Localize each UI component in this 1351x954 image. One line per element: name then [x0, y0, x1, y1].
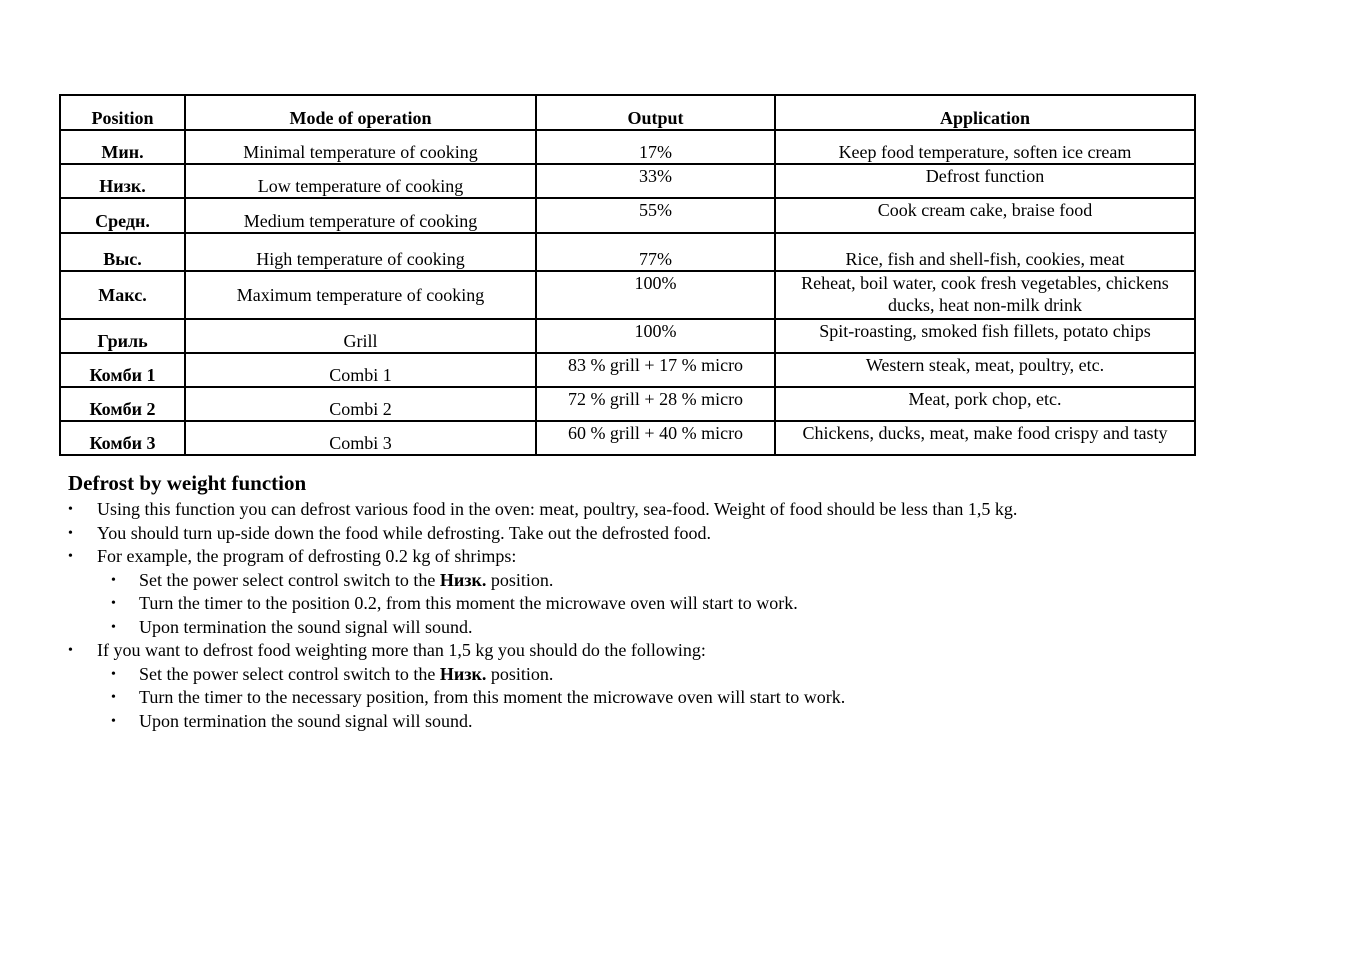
cell-application: Western steak, meat, poultry, etc. — [775, 353, 1195, 387]
list-item-text: You should turn up-side down the food while defrosting. Take out the defrosted food. — [97, 522, 711, 543]
section-heading: Defrost by weight function — [68, 471, 307, 495]
modes-table — [59, 94, 1196, 456]
sub-item-position-name: Низк. — [439, 663, 487, 684]
sub-list-item — [68, 710, 1268, 734]
cell-application: Reheat, boil water, cook fresh vegetables, chickens ducks, heat non-milk drink — [775, 271, 1195, 319]
bullet-list — [68, 639, 1268, 663]
bullet-icon: • — [68, 502, 73, 517]
cell-mode: Maximum temperature of cooking — [185, 271, 536, 319]
cell-position: Комби 2 — [60, 387, 185, 421]
cell-output: 83 % grill + 17 % micro — [536, 353, 775, 387]
list-item — [68, 522, 1268, 546]
cell-application: Defrost function — [775, 164, 1195, 198]
sub-item-text-post: position. — [486, 569, 554, 590]
bullet-icon: • — [68, 525, 73, 541]
sub-item-text-post: position. — [486, 663, 554, 684]
cell-mode: Combi 3 — [185, 421, 536, 455]
sub-list-item — [68, 592, 1268, 616]
list-item — [68, 545, 1268, 569]
sub-item-text: Turn the timer to the position 0.2, from this moment the microwave oven will start to work. — [139, 593, 798, 613]
table-row — [60, 387, 1195, 421]
list-item — [68, 498, 1268, 522]
list-item-text: If you want to defrost food weighting more than 1,5 kg you should do the following: — [97, 640, 706, 660]
list-item-text: Using this function you can defrost various food in the oven: meat, poultry, sea-food. Weight of food should be less than 1,5 kg. — [97, 499, 1018, 519]
cell-output: 77% — [536, 233, 775, 271]
cell-output: 100% — [536, 271, 775, 319]
bullet-icon: • — [111, 619, 116, 635]
cell-application: Spit-roasting, smoked fish fillets, potato chips — [775, 319, 1195, 353]
bullet-icon: • — [68, 643, 73, 658]
cell-application: Meat, pork chop, etc. — [775, 387, 1195, 421]
sub-list-item — [68, 569, 1268, 593]
cell-output: 33% — [536, 164, 775, 198]
sub-item-text: Turn the timer to the necessary position, from this moment the microwave oven will start to work. — [139, 687, 846, 707]
bullet-icon: • — [68, 549, 73, 564]
list-item — [68, 639, 1268, 663]
cell-position: Выс. — [60, 233, 185, 271]
cell-mode: Medium temperature of cooking — [185, 198, 536, 233]
bullet-icon: • — [111, 713, 116, 729]
cell-position: Средн. — [60, 198, 185, 233]
cell-mode: High temperature of cooking — [185, 233, 536, 271]
cell-position: Низк. — [60, 164, 185, 198]
table-row — [60, 198, 1195, 233]
sub-item-text: Upon termination the sound signal will sound. — [139, 616, 473, 637]
sub-bullet-list — [68, 663, 1268, 734]
table-row — [60, 319, 1195, 353]
sub-item-position-name: Низк. — [439, 569, 487, 590]
cell-position: Гриль — [60, 319, 185, 353]
sub-bullet-list — [68, 569, 1268, 640]
sub-list-item — [68, 616, 1268, 640]
cell-mode: Low temperature of cooking — [185, 164, 536, 198]
sub-list-item — [68, 663, 1268, 687]
bullet-icon: • — [111, 596, 116, 611]
bullet-icon: • — [111, 572, 116, 588]
defrost-section — [68, 470, 1268, 733]
table-row — [60, 130, 1195, 164]
cell-position: Мин. — [60, 130, 185, 164]
table-row — [60, 233, 1195, 271]
header-position: Position — [60, 95, 185, 130]
bullet-list — [68, 498, 1268, 569]
cell-mode: Combi 2 — [185, 387, 536, 421]
table-row — [60, 271, 1195, 319]
header-application: Application — [775, 95, 1195, 130]
cell-mode: Combi 1 — [185, 353, 536, 387]
cell-position: Комби 1 — [60, 353, 185, 387]
cell-mode: Minimal temperature of cooking — [185, 130, 536, 164]
list-item-text: For example, the program of defrosting 0.2 kg of shrimps: — [97, 546, 517, 566]
table-header-row — [60, 95, 1195, 130]
bullet-icon: • — [111, 690, 116, 705]
sub-item-text-pre: Set the power select control switch to the — [139, 663, 440, 684]
cell-position: Комби 3 — [60, 421, 185, 455]
cell-output: 100% — [536, 319, 775, 353]
table-row — [60, 353, 1195, 387]
table-row — [60, 164, 1195, 198]
sub-item-text: Upon termination the sound signal will sound. — [139, 710, 473, 731]
cell-application: Keep food temperature, soften ice cream — [775, 130, 1195, 164]
sub-list-item — [68, 686, 1268, 710]
header-output: Output — [536, 95, 775, 130]
cell-application: Rice, fish and shell-fish, cookies, meat — [775, 233, 1195, 271]
table-row — [60, 421, 1195, 455]
cell-output: 55% — [536, 198, 775, 233]
cell-mode: Grill — [185, 319, 536, 353]
cell-output: 72 % grill + 28 % micro — [536, 387, 775, 421]
header-mode: Mode of operation — [185, 95, 536, 130]
sub-item-text-pre: Set the power select control switch to the — [139, 569, 440, 590]
cell-application: Chickens, ducks, meat, make food crispy and tasty — [775, 421, 1195, 455]
bullet-icon: • — [111, 666, 116, 682]
cell-output: 60 % grill + 40 % micro — [536, 421, 775, 455]
cell-position: Макс. — [60, 271, 185, 319]
cell-output: 17% — [536, 130, 775, 164]
cell-application: Cook cream cake, braise food — [775, 198, 1195, 233]
